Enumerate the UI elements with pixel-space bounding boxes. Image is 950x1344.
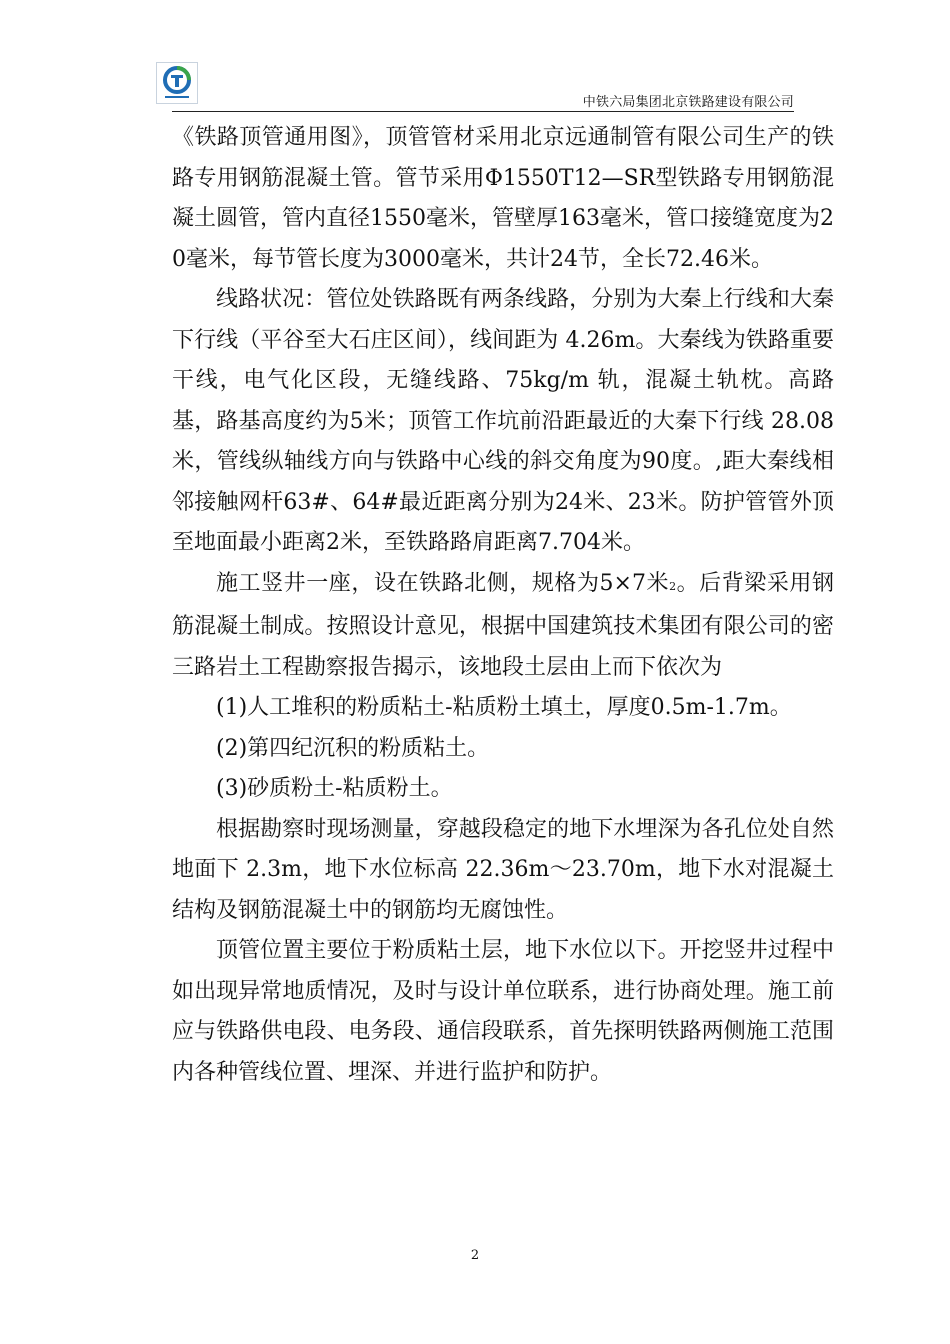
- soil-layer-item-3: (3)砂质粉土-粘质粉土。: [216, 776, 453, 801]
- paragraph-pipe-position: 顶管位置主要位于粉质粘土层，地下水位以下。开挖竖井过程中如出现异常地质情况，及时与设计单位联系，进行协商处理。施工前应与铁路供电段、电务段、通信段联系，首先探明铁路两侧施工范围内各种管线位置、埋深、并进行监护和防护。: [172, 938, 834, 1085]
- shaft-text-after: 。后背梁采用钢筋混凝土制成。按照设计意见，根据中国建筑技术集团有限公司的密三路岩土工程勘察报告揭示，该地段土层由上而下依次为: [172, 570, 834, 680]
- paragraph-pipe-material: 《铁路顶管通用图》，顶管管材采用北京远通制管有限公司生产的铁路专用钢筋混凝土管。管节采用Φ1550T12—SR型铁路专用钢筋混凝土圆管，管内直径1550毫米，管壁厚163毫米，管口接缝宽度为20毫米，每节管长度为3000毫米，共计24节，全长72.46米。: [172, 125, 834, 272]
- area-unit-superscript: 2: [669, 579, 677, 593]
- page-header: [0, 0, 950, 112]
- crcc-company-logo-icon: [157, 63, 197, 103]
- paragraph-construction-shaft: [172, 564, 834, 689]
- company-name: 中铁六局集团北京铁路建设有限公司: [582, 95, 794, 110]
- document-body: [172, 118, 834, 1093]
- shaft-text-before: 施工竖井一座，设在铁路北侧，规格为5×7米: [216, 570, 670, 596]
- header-divider: [172, 111, 794, 112]
- soil-layer-item-1: (1)人工堆积的粉质粘土-粘质粉土填土，厚度0.5m-1.7m。: [216, 695, 792, 720]
- page-number: 2: [470, 1248, 480, 1263]
- company-logo: [156, 62, 198, 104]
- paragraph-line-status: 线路状况：管位处铁路既有两条线路，分别为大秦上行线和大秦下行线（平谷至大石庄区间），线间距为 4.26m。大秦线为铁路重要干线，电气化区段，无缝线路、75kg/m 轨，混凝土轨枕。高路基，路基高度约为5米；顶管工作坑前沿距最近的大秦下行线 28.08 米，管线纵轴线方向与铁路中心线的斜交角度为90度。,距大秦线相邻接触网杆63#、64#最近距离分别为24米、23米。防护管管外顶至地面最小距离2米，至铁路路肩距离7.704米。: [172, 287, 834, 555]
- soil-layer-item-2: (2)第四纪沉积的粉质粘土。: [216, 735, 490, 761]
- paragraph-groundwater: 根据勘察时现场测量，穿越段稳定的地下水埋深为各孔位处自然地面下 2.3m，地下水位标高 22.36m～23.70m，地下水对混凝土结构及钢筋混凝土中的钢筋均无腐蚀性。: [172, 816, 834, 923]
